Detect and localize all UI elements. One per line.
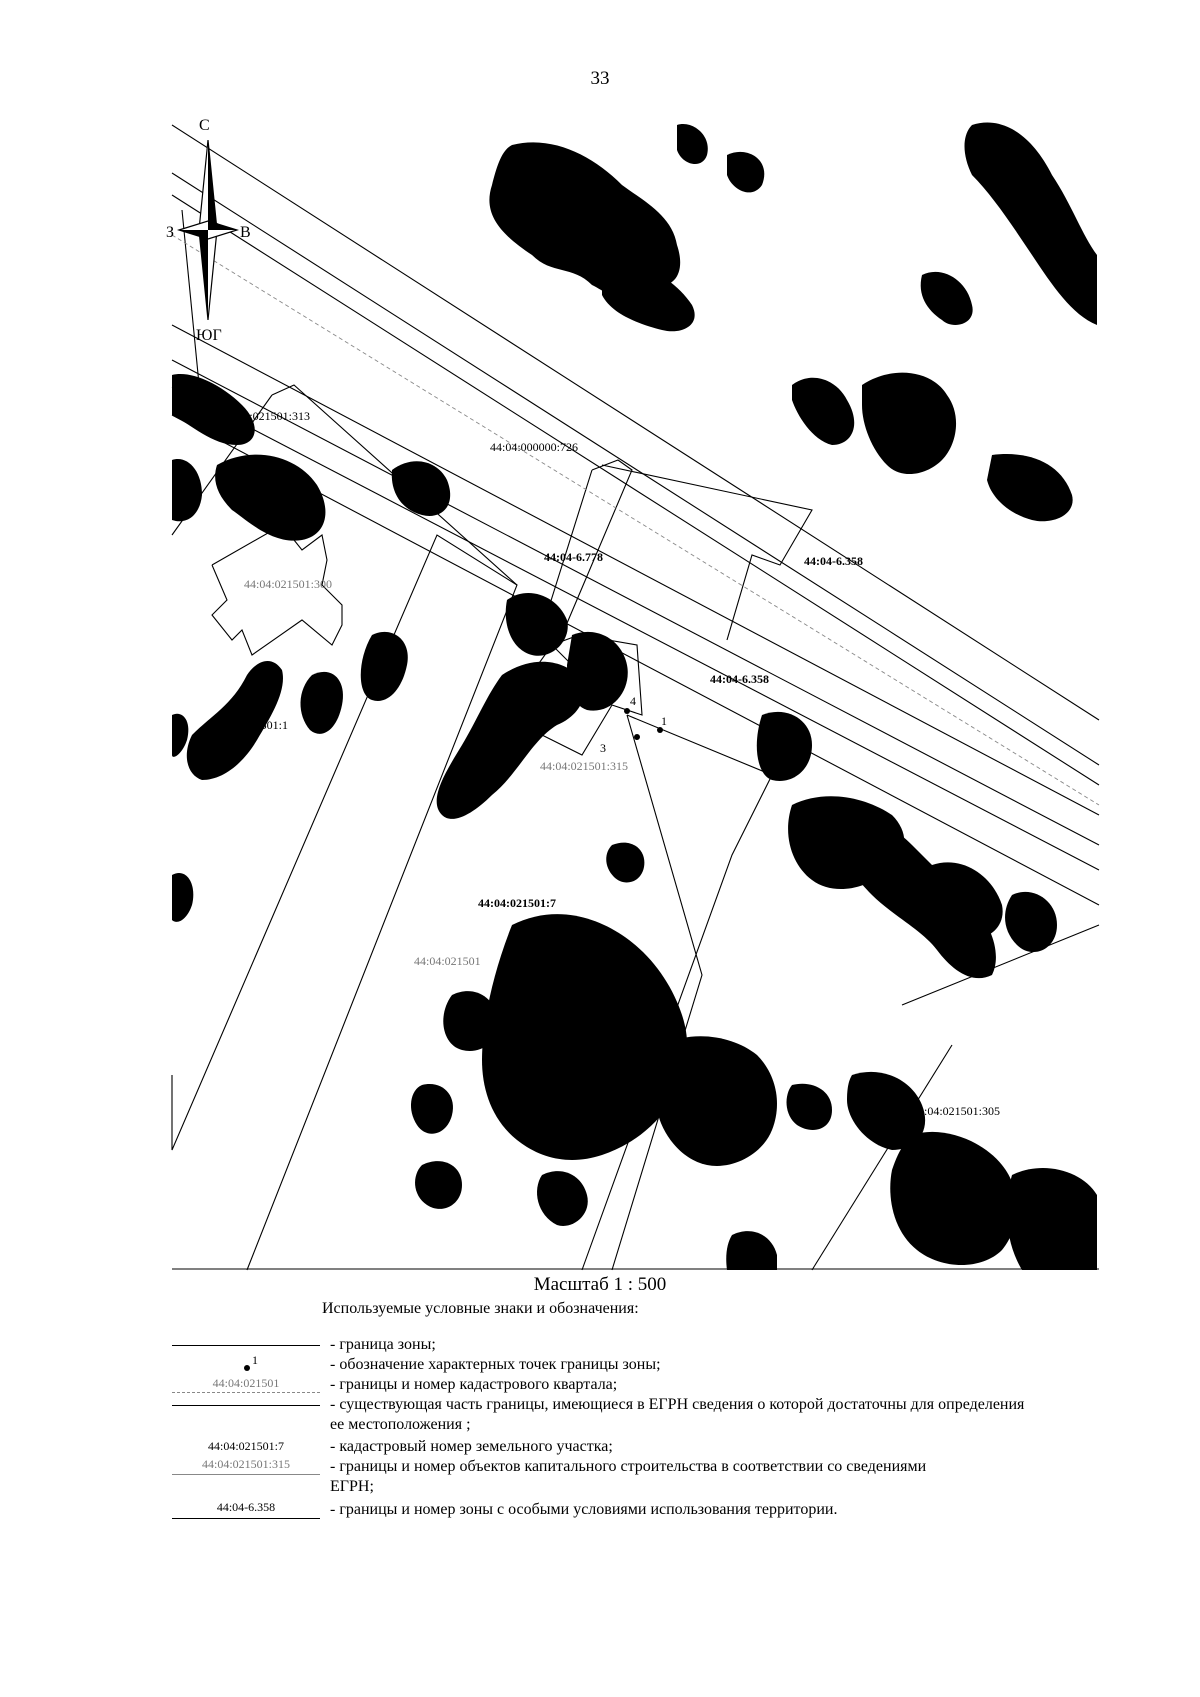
compass-west-label: З	[166, 224, 175, 241]
point-label: 1	[661, 714, 667, 728]
legend-row	[172, 1500, 1102, 1522]
zone-label: 44:04-6.358	[804, 554, 863, 568]
legend-symbol-point	[172, 1355, 320, 1377]
zone-label: 44:04-6.778	[544, 550, 603, 564]
building-label: 44:04:021501:300	[244, 577, 333, 591]
parcel-label: 44:04:021501:305	[912, 1104, 1001, 1118]
quarter-label: 44:04:021501	[414, 954, 481, 968]
legend-row	[172, 1355, 1102, 1375]
legend-text: - обозначение характерных точек границы зоны;	[330, 1356, 661, 1373]
legend-text: - кадастровый номер земельного участка;	[330, 1438, 613, 1455]
parcel-label: 44:04:021501:7	[478, 896, 556, 910]
cadastral-map	[166, 115, 1099, 1270]
legend-symbol-parcel-number: 44:04:021501:7	[207, 1439, 284, 1453]
legend-row	[172, 1437, 1102, 1457]
legend-symbol-existing-border	[172, 1395, 320, 1417]
legend-point-label: 1	[252, 1353, 258, 1367]
legend-text: - граница зоны;	[330, 1336, 436, 1353]
legend-text: - границы и номер объектов капитального строительства в соответствии со сведениями ЕГРН;	[330, 1458, 927, 1495]
legend-symbol-special-zone: 44:04-6.358	[172, 1500, 320, 1522]
legend-symbol-quarter: 44:04:021501	[172, 1375, 320, 1397]
legend-row	[172, 1375, 1102, 1395]
legend-symbol-zone-border	[172, 1335, 320, 1357]
legend-symbol-building: 44:04:021501:315	[172, 1457, 320, 1479]
point-label: 4	[630, 694, 636, 708]
legend-text: - существующая часть границы, имеющиеся в ЕГРН сведения о которой достаточны для определения ее местоположения ;	[330, 1396, 1025, 1433]
legend-title: Используемые условные знаки и обозначения:	[322, 1300, 639, 1317]
parcel-label: 44:04:021501:1	[212, 718, 289, 732]
legend-row	[172, 1395, 1102, 1435]
point-label: 3	[600, 741, 606, 755]
compass-north-label: С	[199, 117, 210, 134]
zone-label: 44:04-6.358	[710, 672, 769, 686]
legend-row	[172, 1457, 1102, 1497]
parcel-label: 44:04:000000:726	[490, 440, 579, 454]
boundary-point	[634, 734, 640, 740]
boundary-point	[624, 708, 630, 714]
legend-row	[172, 1335, 1102, 1355]
parcel-label: 44:04:021501:313	[222, 409, 311, 423]
map-scale: Масштаб 1 : 500	[533, 1274, 667, 1295]
compass-east-label: В	[240, 224, 251, 241]
compass-rose	[166, 117, 251, 344]
building-label: 44:04:021501:315	[540, 759, 629, 773]
legend-text: - границы и номер зоны с особыми условиями использования территории.	[330, 1501, 838, 1518]
compass-south-label: ЮГ	[196, 327, 222, 344]
page-number: 33	[590, 68, 610, 89]
legend-text: - границы и номер кадастрового квартала;	[330, 1376, 618, 1393]
